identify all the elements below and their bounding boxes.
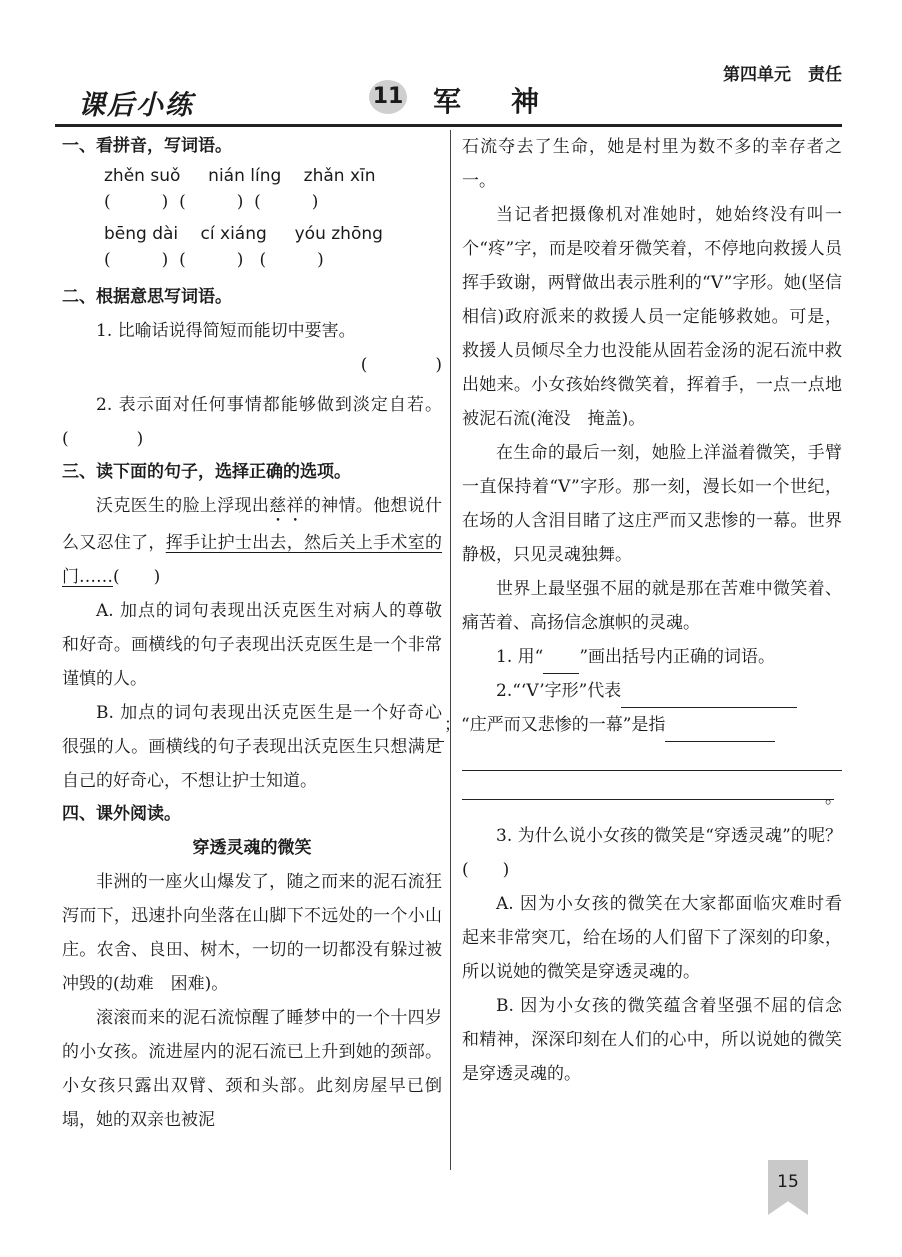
- pinyin-row-1: zhěn suǒ nián líng zhǎn xīn: [104, 166, 376, 186]
- right-column: [444, 130, 859, 1091]
- answer-blank-1-tail[interactable]: [428, 719, 444, 742]
- story-paragraph-2: 滚滚而来的泥石流惊醒了睡梦中的一个十四岁的小女孩。流进屋内的泥石流已上升到她的颈部。小女孩只露出双臂、颈和头部。此刻房屋早已倒塌，她的双亲也被泥: [62, 1008, 442, 1130]
- story-paragraph-3: 当记者把摄像机对准她时，她始终没有叫一个“疼”字，而是咬着牙微笑着，不停地向救援人员挥手致谢，两臂做出表示胜利的“V”字形。她(坚信 相信)政府派来的救援人员一定能够救她。可是，救援人员倾尽全力也没能从固若金汤的泥石流中救出她来。小女孩始终微笑着，挥着手，一点一点地被泥石流(淹没 掩盖)。: [462, 205, 859, 429]
- sec3-sentence: 沃克医生的脸上浮现出慈祥的神情。他想说什么又忍住了，挥手让护士出去，然后关上手术室的门……( ): [62, 496, 443, 587]
- lesson-title: 军神: [433, 85, 590, 118]
- section-3-heading: 三、读下面的句子，选择正确的选项。: [62, 462, 351, 482]
- dotted-words: 慈祥: [269, 496, 304, 516]
- answer-parens-row-2[interactable]: ( ) ( ) ( ): [104, 250, 324, 270]
- reading-q3-option-b: B. 因为小女孩的微笑蕴含着坚强不屈的信念和精神，深深印刻在人们的心中，所以说她的微笑是穿透灵魂的。: [462, 996, 842, 1084]
- story-title: 穿透灵魂的微笑: [192, 838, 312, 858]
- story-paragraph-5: 世界上最坚强不屈的就是那在苦难中微笑着、痛苦着、高扬信念旗帜的灵魂。: [462, 579, 842, 633]
- sec2-question-2: 2. 表示面对任何事情都能够做到淡定自若。( ): [62, 395, 442, 449]
- story-paragraph-1: 非洲的一座火山爆发了，随之而来的泥石流狂泻而下，迅速扑向坐落在山脚下不远处的一个小山庄。农舍、良田、树木，一切的一切都没有躲过被冲毁的(劫难 困难)。: [62, 872, 442, 994]
- lesson-number-badge: 11: [369, 80, 407, 114]
- sec3-option-b: B. 加点的词句表现出沃克医生是一个好奇心很强的人。画横线的句子表现出沃克医生只想满足自己的好奇心，不想让护士知道。: [62, 703, 442, 791]
- answer-line-2-wrap: [462, 771, 842, 808]
- section-1-heading: 一、看拼音，写词语。: [62, 136, 232, 156]
- period-mark: 。: [825, 788, 842, 808]
- story-paragraph-4: 在生命的最后一刻，她脸上洋溢着微笑，手臂一直保持着“V”字形。那一刻，漫长如一个世纪，在场的人含泪目睹了这庄严而又悲惨的一幕。世界静极，只见灵魂独舞。: [462, 443, 842, 565]
- reading-question-2: 2.“‘V’字形”代表 ；“庄严而又悲惨的一幕”是指: [462, 674, 842, 742]
- column-divider: [450, 130, 451, 1170]
- sec2-q1-answer[interactable]: ( ): [360, 355, 442, 375]
- page-number: 15: [777, 1172, 799, 1192]
- underline-mark-sample: [543, 651, 579, 674]
- brand-title: 课后小练: [78, 90, 194, 121]
- underlined-sentence: 挥手让护士出去，然后关上手术室的门……: [62, 533, 443, 587]
- left-column: [62, 130, 442, 1137]
- answer-line-2[interactable]: [462, 799, 834, 800]
- answer-blank-2[interactable]: [665, 719, 775, 742]
- sec3-option-a: A. 加点的词句表现出沃克医生对病人的尊敬和好奇。画横线的句子表现出沃克医生是一个非常谨慎的人。: [62, 601, 442, 689]
- answer-blank-1[interactable]: [621, 685, 797, 708]
- unit-label: 第四单元 责任: [723, 65, 842, 85]
- reading-question-3: 3. 为什么说小女孩的微笑是“穿透灵魂”的呢？( ): [462, 826, 842, 880]
- pinyin-row-2: bēng dài cí xiáng yóu zhōng: [104, 224, 383, 244]
- section-4-heading: 四、课外阅读。: [62, 804, 181, 824]
- reading-q3-option-a: A. 因为小女孩的微笑在大家都面临灾难时看起来非常突兀，给在场的人们留下了深刻的印象，所以说她的微笑是穿透灵魂的。: [462, 894, 842, 982]
- sec3-answer-paren[interactable]: ( ): [113, 567, 161, 587]
- sec2-question-1: 1. 比喻话说得简短而能切中要害。: [96, 321, 356, 341]
- section-2-heading: 二、根据意思写词语。: [62, 287, 232, 307]
- answer-parens-row-1[interactable]: ( ) ( ) ( ): [104, 192, 319, 212]
- story-paragraph-2-cont: 石流夺去了生命，她是村里为数不多的幸存者之一。: [462, 137, 842, 191]
- reading-question-1: 1. 用“ ”画出括号内正确的词语。: [462, 640, 842, 674]
- header-rule: [55, 124, 842, 127]
